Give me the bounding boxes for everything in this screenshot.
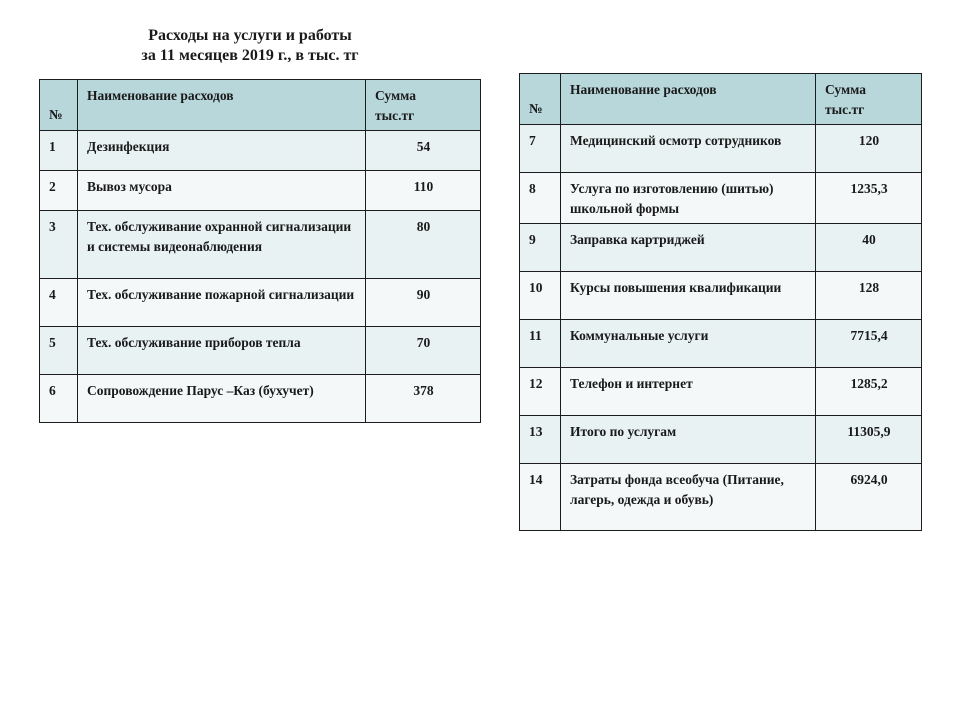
column-header-number: № (520, 74, 561, 125)
table-row (40, 171, 481, 211)
row-number: 4 (40, 279, 78, 327)
expense-amount: 1285,2 (816, 368, 922, 416)
expense-amount: 1235,3 (816, 173, 922, 224)
table-row (520, 224, 922, 272)
expense-name: Итого по услугам (561, 416, 816, 464)
amount-header-line-2: тыс.тг (375, 108, 415, 123)
expense-amount: 7715,4 (816, 320, 922, 368)
expense-name: Медицинский осмотр сотрудников (561, 125, 816, 173)
table-row (520, 416, 922, 464)
expense-amount: 378 (366, 375, 481, 423)
expense-name: Сопровождение Парус –Каз (бухучет) (78, 375, 366, 423)
expense-name: Курсы повышения квалификации (561, 272, 816, 320)
column-header-amount (816, 74, 922, 125)
table-row (40, 211, 481, 279)
row-number: 7 (520, 125, 561, 173)
table-row (40, 327, 481, 375)
row-number: 3 (40, 211, 78, 279)
expense-name: Тех. обслуживание охранной сигнализации и системы видеонаблюдения (78, 211, 366, 279)
column-header-name: Наименование расходов (78, 80, 366, 131)
table-row (40, 375, 481, 423)
expense-amount: 128 (816, 272, 922, 320)
expense-amount: 90 (366, 279, 481, 327)
table-row (40, 131, 481, 171)
expense-amount: 6924,0 (816, 464, 922, 531)
expense-name: Телефон и интернет (561, 368, 816, 416)
expense-amount: 54 (366, 131, 481, 171)
expense-amount: 11305,9 (816, 416, 922, 464)
table-row (520, 464, 922, 531)
expense-name: Затраты фонда всеобуча (Питание, лагерь, одежда и обувь) (561, 464, 816, 531)
expense-name: Заправка картриджей (561, 224, 816, 272)
row-number: 2 (40, 171, 78, 211)
row-number: 13 (520, 416, 561, 464)
row-number: 8 (520, 173, 561, 224)
title-line-1: Расходы на услуги и работы (148, 27, 352, 44)
expense-amount: 80 (366, 211, 481, 279)
column-header-number: № (40, 80, 78, 131)
row-number: 12 (520, 368, 561, 416)
amount-header-line-2: тыс.тг (825, 102, 865, 117)
column-header-amount (366, 80, 481, 131)
table-row (520, 125, 922, 173)
expense-name: Вывоз мусора (78, 171, 366, 211)
expense-amount: 70 (366, 327, 481, 375)
expense-amount: 110 (366, 171, 481, 211)
table-row (520, 368, 922, 416)
row-number: 14 (520, 464, 561, 531)
expenses-table-left (39, 79, 481, 423)
row-number: 10 (520, 272, 561, 320)
expense-name: Дезинфекция (78, 131, 366, 171)
title-line-2: за 11 месяцев 2019 г., в тыс. тг (141, 47, 359, 64)
amount-header-line-1: Сумма (375, 88, 417, 103)
row-number: 6 (40, 375, 78, 423)
expense-name: Услуга по изготовлению (шитью) школьной формы (561, 173, 816, 224)
table-header-row (520, 74, 922, 125)
table-header-row (40, 80, 481, 131)
row-number: 5 (40, 327, 78, 375)
row-number: 9 (520, 224, 561, 272)
table-row (520, 173, 922, 224)
expenses-table-right (519, 73, 922, 531)
expense-amount: 40 (816, 224, 922, 272)
expense-amount: 120 (816, 125, 922, 173)
expense-name: Коммунальные услуги (561, 320, 816, 368)
amount-header-line-1: Сумма (825, 82, 867, 97)
expense-name: Тех. обслуживание пожарной сигнализации (78, 279, 366, 327)
column-header-name: Наименование расходов (561, 74, 816, 125)
expense-name: Тех. обслуживание приборов тепла (78, 327, 366, 375)
row-number: 11 (520, 320, 561, 368)
page-title (40, 26, 460, 66)
table-row (520, 320, 922, 368)
row-number: 1 (40, 131, 78, 171)
table-row (40, 279, 481, 327)
table-row (520, 272, 922, 320)
